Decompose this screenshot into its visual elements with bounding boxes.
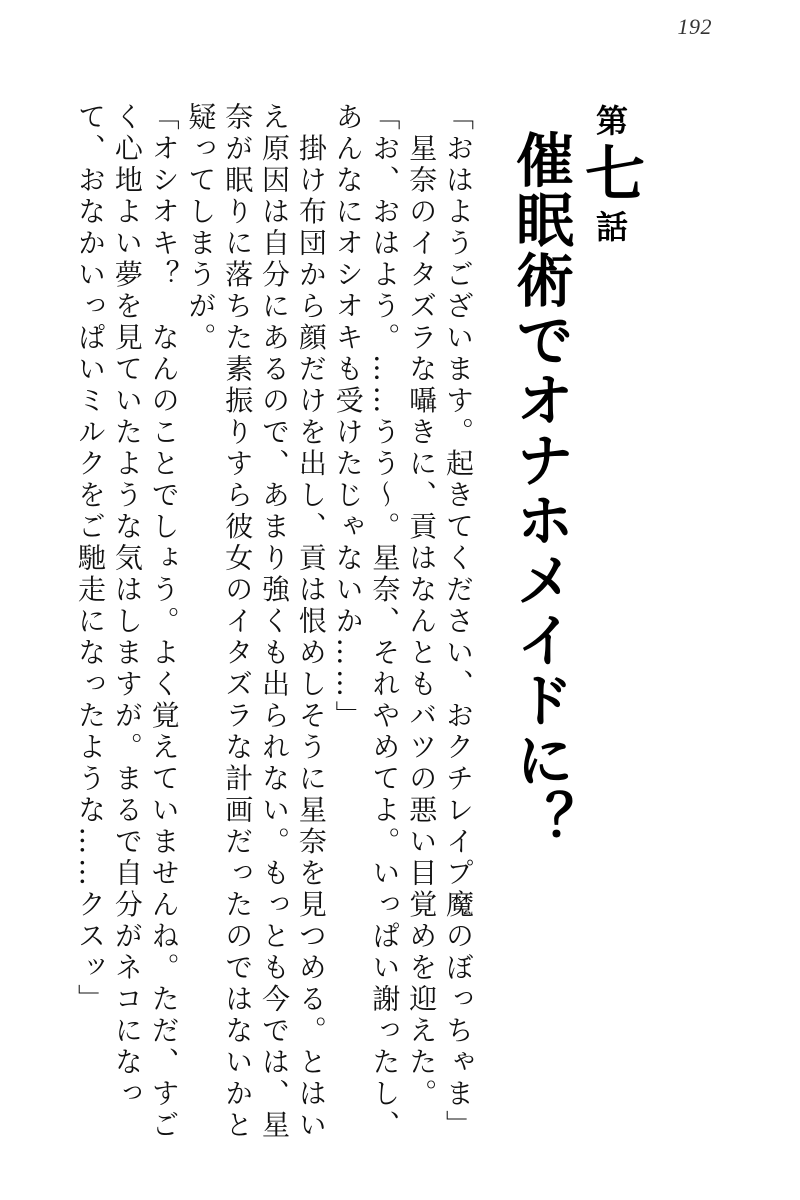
chapter-label bbox=[575, 104, 645, 1144]
chapter-number: 七 bbox=[575, 142, 645, 204]
page-number: 192 bbox=[677, 14, 712, 39]
paragraph-2: 星奈のイタズラな囁きに、貢はなんともバツの悪い目覚めを迎えた。 bbox=[405, 102, 439, 1110]
chapter-label-prefix: 第 bbox=[591, 104, 629, 138]
paragraph-5: 「オシオキ？ なんのことでしょう。よく覚えていませんね。ただ、すごく心地よい夢を見ていたような気はしますが。まるで自分がネコになって、おなかいっぱいミルクをご馳走になったような……クスッ」 bbox=[74, 102, 181, 1142]
chapter-label-suffix: 話 bbox=[591, 210, 629, 244]
body-text bbox=[74, 102, 476, 1142]
paragraph-3: 「お、おはよう。……うう～。星奈、それやめてよ。いっぱい謝ったし、あんなにオシオキも受けたじゃないか……」 bbox=[331, 102, 402, 1142]
chapter-title: 催眠術でオナホメイドに？ bbox=[506, 130, 574, 850]
paragraph-4: 掛け布団から顔だけを出し、貢は恨めしそうに星奈を見つめる。とはいえ原因は自分にあるので、あまり強くも出られない。もっとも今では、星奈が眠りに落ちた素振りすら彼女のイタズラな計画だったのではないかと疑ってしまうが。 bbox=[184, 102, 328, 1142]
paragraph-1: 「おはようございます。起きてください、おクチレイプ魔のぼっちゃま」 bbox=[442, 102, 475, 1142]
chapter-heading bbox=[506, 104, 645, 1144]
